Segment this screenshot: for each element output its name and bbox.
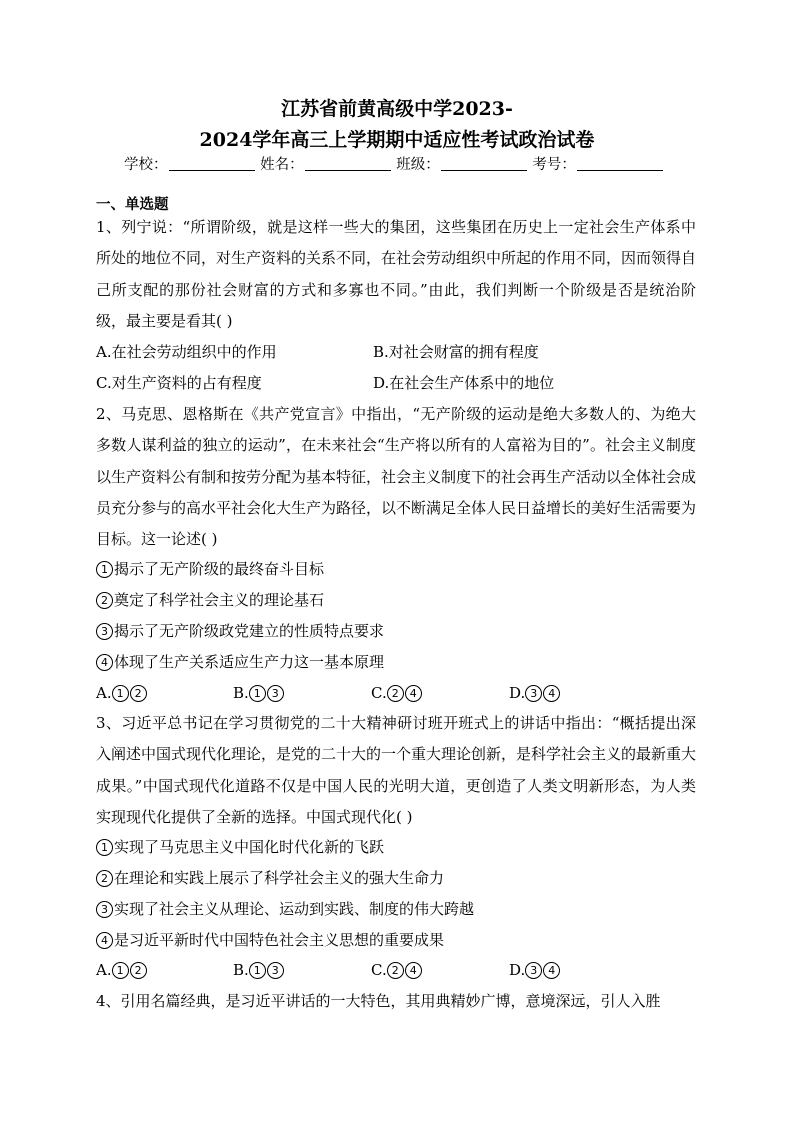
q2-option-c <box>371 683 423 703</box>
q2-option-b <box>233 683 285 703</box>
section-heading: 一、单选题 <box>96 196 169 213</box>
question-3-stem: 3、习近平总书记在学习贯彻党的二十大精神研讨班开班式上的讲话中指出：“概括提出深入阐述中国式现代化理论，是党的二十大的一个重大理论创新，是科学社会主义的最新重大成果。”中国式现代化道路不仅是中国人民的光明大道，更创造了人类文明新形态，为人类实现现代化提供了全新的选择。中国式现代化( ) <box>96 714 697 826</box>
option-letter: B. <box>233 684 249 702</box>
q3-option-c <box>371 960 423 980</box>
q3-item-3-text: 实现了社会主义从理论、运动到实践、制度的伟大跨越 <box>114 900 475 918</box>
q3-item-1 <box>96 837 384 857</box>
circled-number: 2 <box>96 870 113 887</box>
circled-number: 3 <box>96 901 113 918</box>
circled-number: 4 <box>543 962 560 979</box>
circled-number: 4 <box>405 685 422 702</box>
circled-number: 4 <box>543 685 560 702</box>
q2-item-1-text: 揭示了无产阶级的最终奋斗目标 <box>114 560 325 578</box>
q2-item-3-text: 揭示了无产阶级政党建立的性质特点要求 <box>114 622 385 640</box>
circled-number: 4 <box>96 654 113 671</box>
q3-item-2 <box>96 868 444 888</box>
q3-option-b <box>233 960 285 980</box>
q2-item-4-text: 体现了生产关系适应生产力这一基本原理 <box>114 653 385 671</box>
circled-number: 1 <box>249 685 266 702</box>
option-letter: D. <box>509 961 526 979</box>
q2-option-a <box>96 683 148 703</box>
circled-number: 3 <box>525 962 542 979</box>
circled-number: 2 <box>387 685 404 702</box>
circled-number: 4 <box>96 932 113 949</box>
circled-number: 1 <box>96 839 113 856</box>
circled-number: 3 <box>267 962 284 979</box>
q3-item-2-text: 在理论和实践上展示了科学社会主义的强大生命力 <box>114 869 445 887</box>
option-letter: A. <box>96 684 112 702</box>
q2-item-2-text: 奠定了科学社会主义的理论基石 <box>114 591 325 609</box>
q2-item-4 <box>96 652 384 672</box>
question-1-stem: 1、列宁说：“所谓阶级，就是这样一些大的集团，这些集团在历史上一定社会生产体系中所处的地位不同，对生产资料的关系不同，在社会劳动组织中所起的作用不同，因而领得自己所支配的那份社会财富的方式和多寡也不同。”由此，我们判断一个阶级是否是统治阶级，最主要是看其( ) <box>96 218 697 330</box>
circled-number: 3 <box>96 623 113 640</box>
circled-number: 3 <box>525 685 542 702</box>
option-letter: A. <box>96 961 112 979</box>
q1-option-a: A.在社会劳动组织中的作用 <box>96 343 277 361</box>
circled-number: 2 <box>130 962 147 979</box>
q2-item-1 <box>96 559 324 579</box>
exam-title-line1: 江苏省前黄高级中学2023- <box>281 98 513 120</box>
option-letter: C. <box>371 684 387 702</box>
q3-item-3 <box>96 899 474 919</box>
school-label: 学校： <box>124 157 168 173</box>
q1-option-b: B.对社会财富的拥有程度 <box>373 343 539 361</box>
name-label: 姓名： <box>260 157 304 173</box>
q2-item-3 <box>96 621 384 641</box>
question-4-stem: 4、引用名篇经典，是习近平讲话的一大特色，其用典精妙广博，意境深远，引人入胜 <box>96 992 661 1010</box>
exam-number-label: 考号： <box>532 157 576 173</box>
circled-number: 3 <box>267 685 284 702</box>
question-2-stem: 2、马克思、恩格斯在《共产党宣言》中指出，“无产阶级的运动是绝大多数人的、为绝大多数人谋利益的独立的运动”，在未来社会“生产将以所有的人富裕为目的”。社会主义制度以生产资料公有制和按劳分配为基本特征，社会主义制度下的社会再生产活动以全体社会成员充分参与的高水平社会化大生产为路径，以不断满足全体人民日益增长的美好生活需要为目标。这一论述( ) <box>96 405 697 549</box>
q3-item-4-text: 是习近平新时代中国特色社会主义思想的重要成果 <box>114 931 445 949</box>
circled-number: 1 <box>249 962 266 979</box>
student-info-line <box>124 155 664 175</box>
circled-number: 1 <box>112 685 129 702</box>
circled-number: 1 <box>112 962 129 979</box>
q1-option-d: D.在社会生产体系中的地位 <box>373 374 555 392</box>
circled-number: 1 <box>96 561 113 578</box>
name-blank <box>305 156 391 171</box>
q1-option-c: C.对生产资料的占有程度 <box>96 374 262 392</box>
q3-item-1-text: 实现了马克思主义中国化时代化新的飞跃 <box>114 838 385 856</box>
circled-number: 4 <box>405 962 422 979</box>
class-label: 班级： <box>396 157 440 173</box>
circled-number: 2 <box>130 685 147 702</box>
q2-item-2 <box>96 590 324 610</box>
exam-number-blank <box>577 156 663 171</box>
option-letter: B. <box>233 961 249 979</box>
q3-option-d <box>509 960 561 980</box>
circled-number: 2 <box>96 592 113 609</box>
q3-item-4 <box>96 930 444 950</box>
q2-option-d <box>509 683 561 703</box>
school-blank <box>169 156 255 171</box>
circled-number: 2 <box>387 962 404 979</box>
option-letter: D. <box>509 684 526 702</box>
q3-option-a <box>96 960 148 980</box>
class-blank <box>441 156 527 171</box>
option-letter: C. <box>371 961 387 979</box>
exam-title-line2: 2024学年高三上学期期中适应性考试政治试卷 <box>199 129 595 151</box>
